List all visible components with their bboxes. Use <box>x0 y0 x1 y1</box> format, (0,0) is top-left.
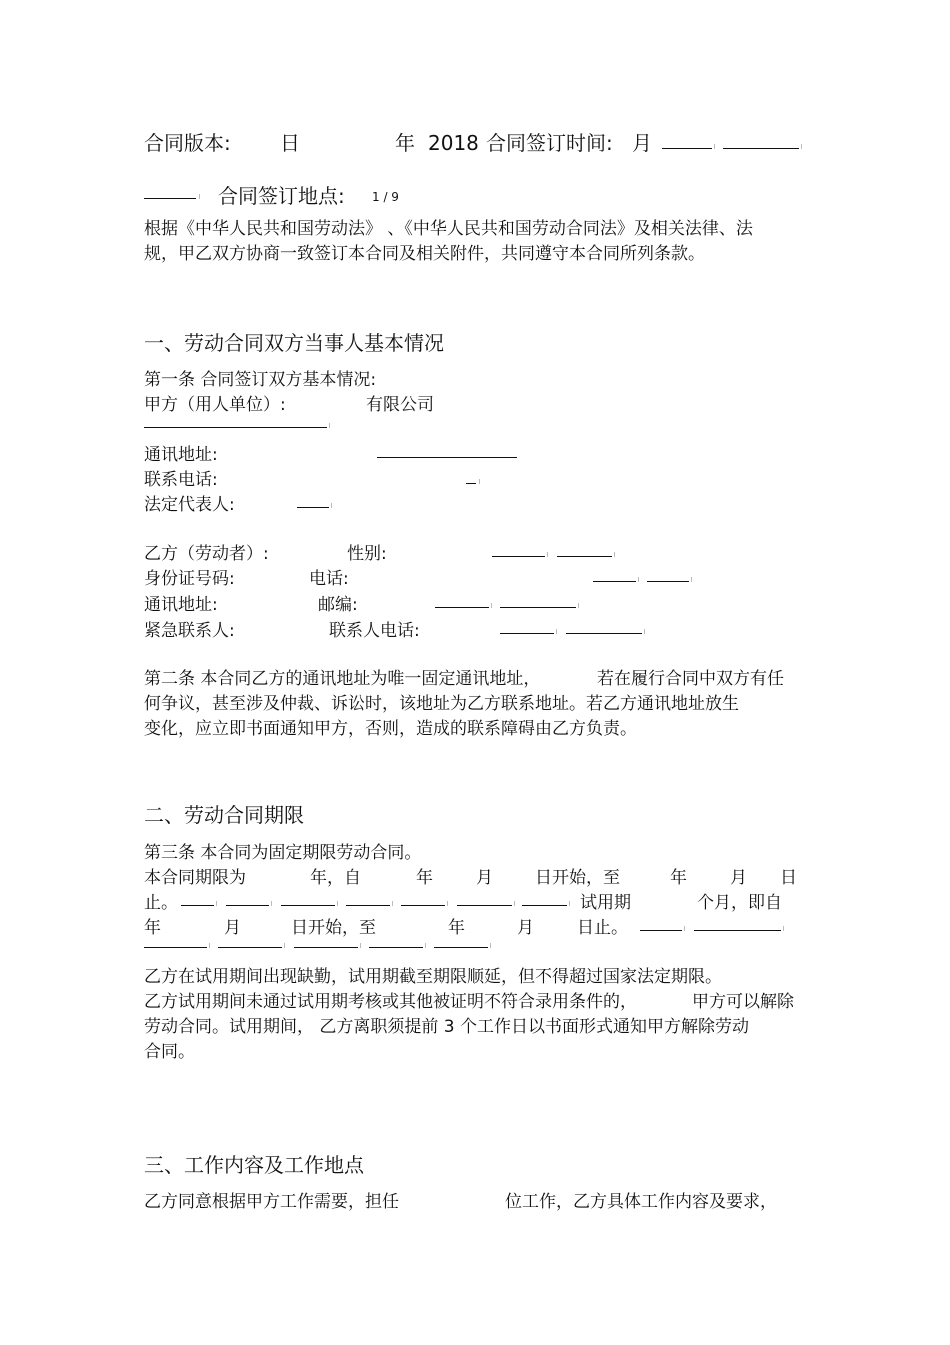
month-label: 月 <box>632 131 652 155</box>
term-year-1: 年，自 <box>310 868 361 888</box>
contract-version-label: 合同版本: <box>144 131 231 155</box>
tel-label: 电话: <box>309 569 349 589</box>
party-a-suffix: 有限公司 <box>366 395 434 415</box>
blank-line <box>694 930 781 931</box>
blank-line <box>647 581 689 582</box>
probation-month: 月 <box>224 918 241 938</box>
blank-line <box>566 633 642 634</box>
blank-line <box>297 507 329 508</box>
intro-line-1: 根据《中华人民共和国劳动法》 、《中华人民共和国劳动合同法》及相关法律、法 <box>144 219 753 239</box>
blank-tick <box>199 194 200 199</box>
probation-day-start: 日开始，至 <box>291 918 376 938</box>
probation-year: 年 <box>144 918 161 938</box>
sign-place-label: 合同签订地点: <box>218 184 345 208</box>
blank-tick <box>684 926 685 931</box>
postcode-label: 邮编: <box>318 595 358 615</box>
blank-tick <box>556 629 557 634</box>
page-indicator: 1 / 9 <box>372 190 399 204</box>
blank-tick <box>216 901 217 906</box>
blank-tick <box>569 901 570 906</box>
blank-tick <box>329 423 330 428</box>
article-2-line-3: 变化，应立即书面通知甲方，否则，造成的联系障碍由乙方负责。 <box>144 719 637 739</box>
year-value: 2018 <box>428 131 479 155</box>
article-3: 第三条 本合同为固定期限劳动合同。 <box>144 843 422 863</box>
blank-line <box>557 556 612 557</box>
blank-line <box>500 607 576 608</box>
blank-line <box>434 947 488 948</box>
emergency-phone-label: 联系人电话: <box>329 621 420 641</box>
emergency-contact-label: 紧急联系人: <box>144 621 235 641</box>
blank-tick <box>714 144 715 149</box>
blank-line <box>144 947 207 948</box>
probation-para-2-line-2: 劳动合同。试用期间， 乙方离职须提前 3 个工作日以书面形式通知甲方解除劳动 <box>144 1017 750 1037</box>
blank-tick <box>209 943 210 948</box>
sign-time-label: 合同签订时间: <box>486 131 613 155</box>
blank-tick <box>514 901 515 906</box>
article-2-line-1a: 第二条 本合同乙方的通讯地址为唯一固定通讯地址， <box>144 669 541 689</box>
intro-line-2: 规，甲乙双方协商一致签订本合同及相关附件，共同遵守本合同所列条款。 <box>144 244 705 264</box>
section-3-line-1b: 位工作，乙方具体工作内容及要求， <box>505 1192 777 1212</box>
blank-tick <box>644 629 645 634</box>
blank-tick <box>360 943 361 948</box>
blank-line <box>466 483 476 484</box>
blank-tick <box>638 577 639 582</box>
term-label: 本合同期限为 <box>144 868 246 888</box>
blank-line <box>457 905 512 906</box>
term-month-2: 月 <box>730 868 747 888</box>
term-month-1: 月 <box>476 868 493 888</box>
probation-day-end: 日止。 <box>577 918 628 938</box>
blank-tick <box>491 603 492 608</box>
blank-tick <box>614 552 615 557</box>
article-2-line-1b: 若在履行合同中双方有任 <box>597 669 784 689</box>
blank-line <box>593 581 636 582</box>
blank-line <box>218 947 282 948</box>
article-1: 第一条 合同签订双方基本情况: <box>144 370 377 390</box>
blank-tick <box>331 503 332 508</box>
blank-line <box>500 633 554 634</box>
section-3-title: 三、工作内容及工作地点 <box>144 1153 364 1177</box>
blank-line <box>435 607 489 608</box>
section-2-title: 二、劳动合同期限 <box>144 803 304 827</box>
legal-rep-label: 法定代表人: <box>144 495 235 515</box>
probation-para-2-line-1a: 乙方试用期间未通过试用期考核或其他被证明不符合录用条件的， <box>144 992 637 1012</box>
blank-line <box>294 947 358 948</box>
blank-tick <box>479 479 480 484</box>
address-label: 通讯地址: <box>144 445 218 465</box>
party-b-label: 乙方（劳动者）: <box>144 544 269 564</box>
blank-line <box>144 427 327 428</box>
blank-line <box>640 930 682 931</box>
year-label: 年 <box>395 131 415 155</box>
probation-month-2: 月 <box>517 918 534 938</box>
blank-line <box>723 148 799 149</box>
blank-tick <box>578 603 579 608</box>
blank-line <box>662 148 712 149</box>
blank-line <box>492 556 545 557</box>
party-a-label: 甲方（用人单位）: <box>144 395 286 415</box>
blank-tick <box>801 144 802 149</box>
probation-label: 试用期 <box>580 893 631 913</box>
blank-tick <box>490 943 491 948</box>
blank-tick <box>447 901 448 906</box>
term-year-2: 年 <box>416 868 433 888</box>
blank-line <box>401 905 445 906</box>
blank-line <box>369 947 423 948</box>
article-2-line-2: 何争议，甚至涉及仲裁、诉讼时，该地址为乙方联系地址。若乙方通讯地址放生 <box>144 694 739 714</box>
term-day: 日 <box>780 868 797 888</box>
blank-line <box>522 905 567 906</box>
term-year-3: 年 <box>670 868 687 888</box>
blank-line <box>377 457 517 458</box>
blank-tick <box>425 943 426 948</box>
probation-year-2: 年 <box>448 918 465 938</box>
term-day-start: 日开始，至 <box>535 868 620 888</box>
blank-tick <box>392 901 393 906</box>
probation-para-2-line-3: 合同。 <box>144 1042 195 1062</box>
blank-tick <box>337 901 338 906</box>
blank-line <box>181 905 214 906</box>
section-1-title: 一、劳动合同双方当事人基本情况 <box>144 331 444 355</box>
blank-line <box>281 905 335 906</box>
id-number-label: 身份证号码: <box>144 569 235 589</box>
blank-tick <box>691 577 692 582</box>
term-end: 止。 <box>144 893 178 913</box>
blank-line <box>144 198 196 199</box>
blank-tick <box>547 552 548 557</box>
gender-label: 性别: <box>347 544 387 564</box>
blank-line <box>346 905 390 906</box>
probation-para-1: 乙方在试用期间出现缺勤，试用期截至期限顺延，但不得超过国家法定期限。 <box>144 967 722 987</box>
blank-tick <box>284 943 285 948</box>
phone-label: 联系电话: <box>144 470 218 490</box>
blank-line <box>226 905 269 906</box>
blank-tick <box>783 926 784 931</box>
day-label: 日 <box>280 131 300 155</box>
section-3-line-1a: 乙方同意根据甲方工作需要，担任 <box>144 1192 399 1212</box>
blank-tick <box>271 901 272 906</box>
party-b-address-label: 通讯地址: <box>144 595 218 615</box>
probation-para-2-line-1b: 甲方可以解除 <box>692 992 794 1012</box>
probation-months: 个月，即自 <box>697 893 782 913</box>
